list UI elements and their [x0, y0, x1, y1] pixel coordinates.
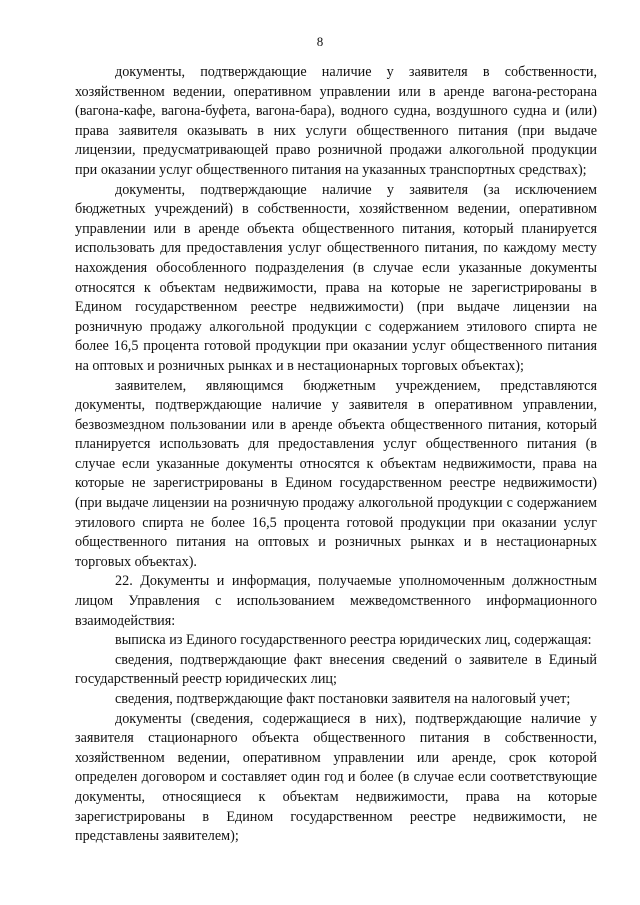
paragraph-tax-registration: сведения, подтверждающие факт постановки заявителя на налоговый учет;: [115, 691, 571, 707]
paragraph-vehicle-documents: документы, подтверждающие наличие у заявителя в собственности, хозяйственном ведении, оперативном управлении или в аренде вагона-ресторана (вагона-кафе, вагона-буфета, вагона-бара), водного судна, воздушного судна и (или) права заявителя оказывать в них услуги общественного питания (при выдаче лицензии, предусматривающей право розничной продажи алкогольной продукции при оказании услуг общественного питания на указанных транспортных средствах);: [75, 64, 597, 178]
paragraph-stationary-facility-documents: документы (сведения, содержащиеся в них), подтверждающие наличие у заявителя стационарного объекта общественного питания в собственности, хозяйственном ведении, оперативном управлении или аренде, срок которой определен договором и составляет один год и более (в случае если соответствующие документы, относящиеся к объектам недвижимости, права на которые зарегистрированы в Едином государственном реестре недвижимости, не представлены заявителем);: [75, 710, 597, 845]
paragraph-registry-extract: выписка из Единого государственного реестра юридических лиц, содержащая:: [115, 632, 592, 649]
paragraph-catering-facility-documents: документы, подтверждающие наличие у заявителя (за исключением бюджетных учреждений) в собственности, хозяйственном ведении, оперативном управлении или в аренде объекта общественного питания, который планируется использовать для предоставления услуг общественного питания, по каждому месту нахождения обособленного подразделения (в случае если указанные документы относятся к объектам недвижимости, права на которые не зарегистрированы в Едином государственном реестре недвижимости) (при выдаче лицензии на розничную продажу алкогольной продукции с содержанием этилового спирта не более 16,5 процента готовой продукции при оказании услуг общественного питания на оптовых и розничных рынках и в нестационарных торговых объектах);: [75, 181, 597, 374]
document-body: [75, 63, 597, 847]
page-number: 8: [316, 34, 324, 49]
paragraph-section-22: 22. Документы и информация, получаемые уполномоченным должностным лицом Управления с использованием межведомственного информационного взаимодействия:: [75, 573, 597, 629]
paragraph-budget-institution-documents: заявителем, являющимся бюджетным учреждением, представляются документы, подтверждающие наличие у заявителя в оперативном управлении, безвозмездном пользовании или в аренде объекта общественного питания, который планируется использовать для предоставления услуг общественного питания (в случае если указанные документы относятся к объектам недвижимости, права на которые не зарегистрированы в Едином государственном реестре недвижимости) (при выдаче лицензии на розничную продажу алкогольной продукции с содержанием этилового спирта не более 16,5 процента готовой продукции при оказании услуг общественного питания на оптовых и розничных рынках и в нестационарных торговых объектах).: [75, 377, 597, 570]
paragraph-registration-info: сведения, подтверждающие факт внесения сведений о заявителе в Единый государственный реестр юридических лиц;: [75, 651, 597, 688]
